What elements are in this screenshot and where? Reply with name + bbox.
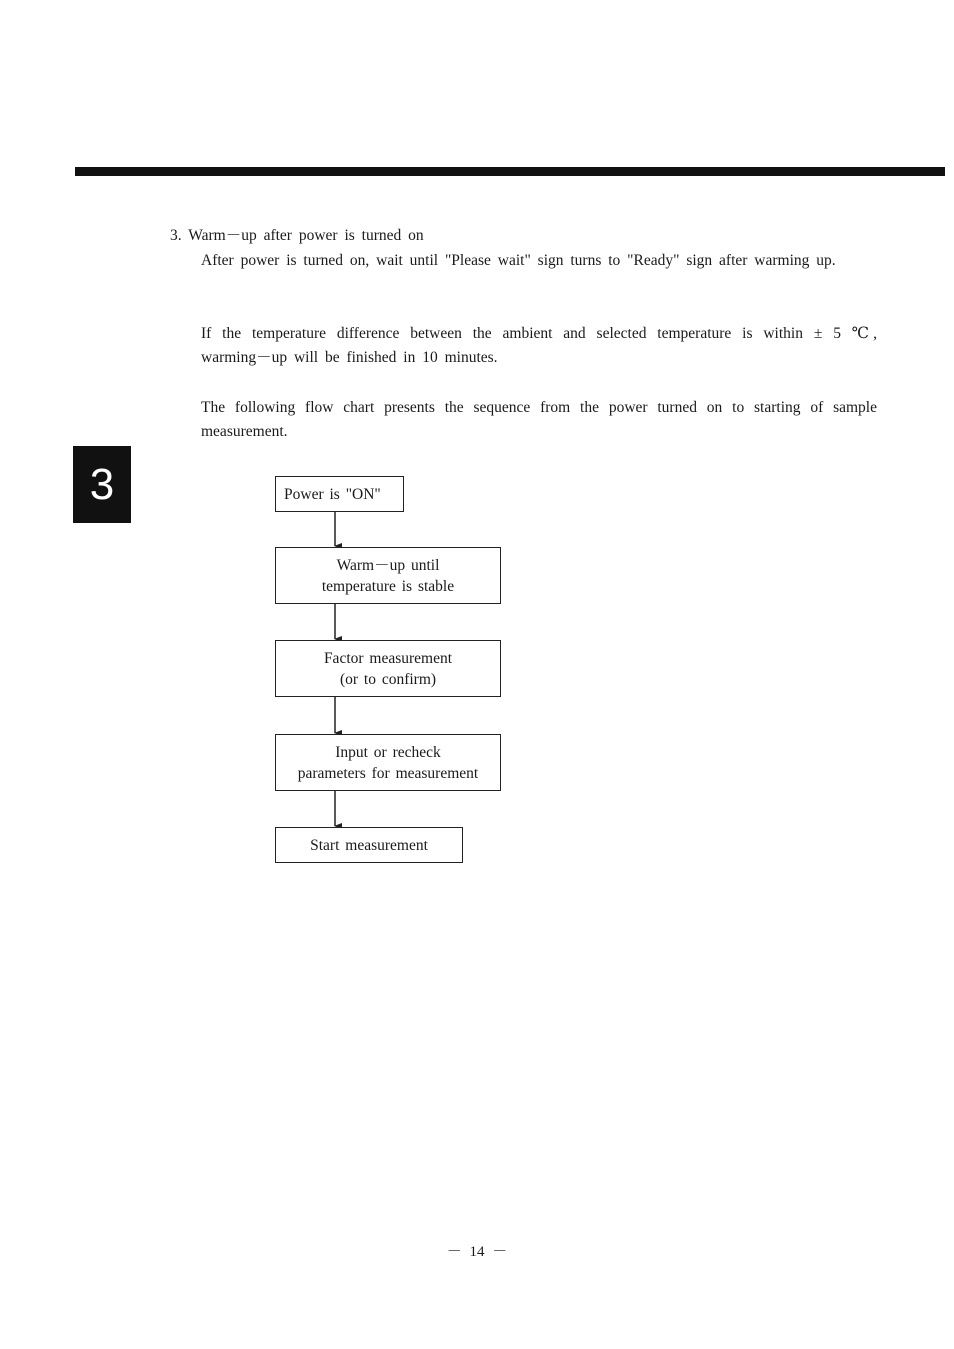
flow-step-label: Factor measurement bbox=[323, 649, 453, 667]
flow-step-label: Warm－up until bbox=[336, 556, 440, 574]
flow-step-warm-up bbox=[275, 547, 501, 604]
section-heading: 3. Warm－up after power is turned on bbox=[170, 227, 424, 244]
flow-step-label: Input or recheck bbox=[335, 743, 441, 761]
flow-step-label: temperature is stable bbox=[321, 577, 455, 595]
flow-step-label: Start measurement bbox=[310, 836, 428, 854]
paragraph-warmup-wait: After power is turned on, wait until "Please wait" sign turns to "Ready" sign after warming up. bbox=[201, 252, 836, 269]
flow-step-label: (or to confirm) bbox=[339, 670, 437, 688]
flow-step-label: parameters for measurement bbox=[297, 764, 479, 782]
paragraph-flowchart-intro: The following flow chart presents the sequence from the power turned on to starting of sample measurement. bbox=[201, 399, 877, 440]
flow-step-input-parameters bbox=[275, 734, 501, 791]
flow-step-start-measurement bbox=[275, 827, 463, 863]
flow-step-label: Power is "ON" bbox=[284, 485, 381, 503]
flow-step-power-on bbox=[275, 476, 404, 512]
chapter-tab: 3 bbox=[73, 446, 131, 523]
paragraph-temperature-difference: If the temperature difference between the ambient and selected temperature is within ± 5 ℃, warming－up will be finished in 10 minutes. bbox=[201, 325, 877, 366]
flow-step-factor-measurement bbox=[275, 640, 501, 697]
page-number: － 14 － bbox=[446, 1244, 508, 1260]
